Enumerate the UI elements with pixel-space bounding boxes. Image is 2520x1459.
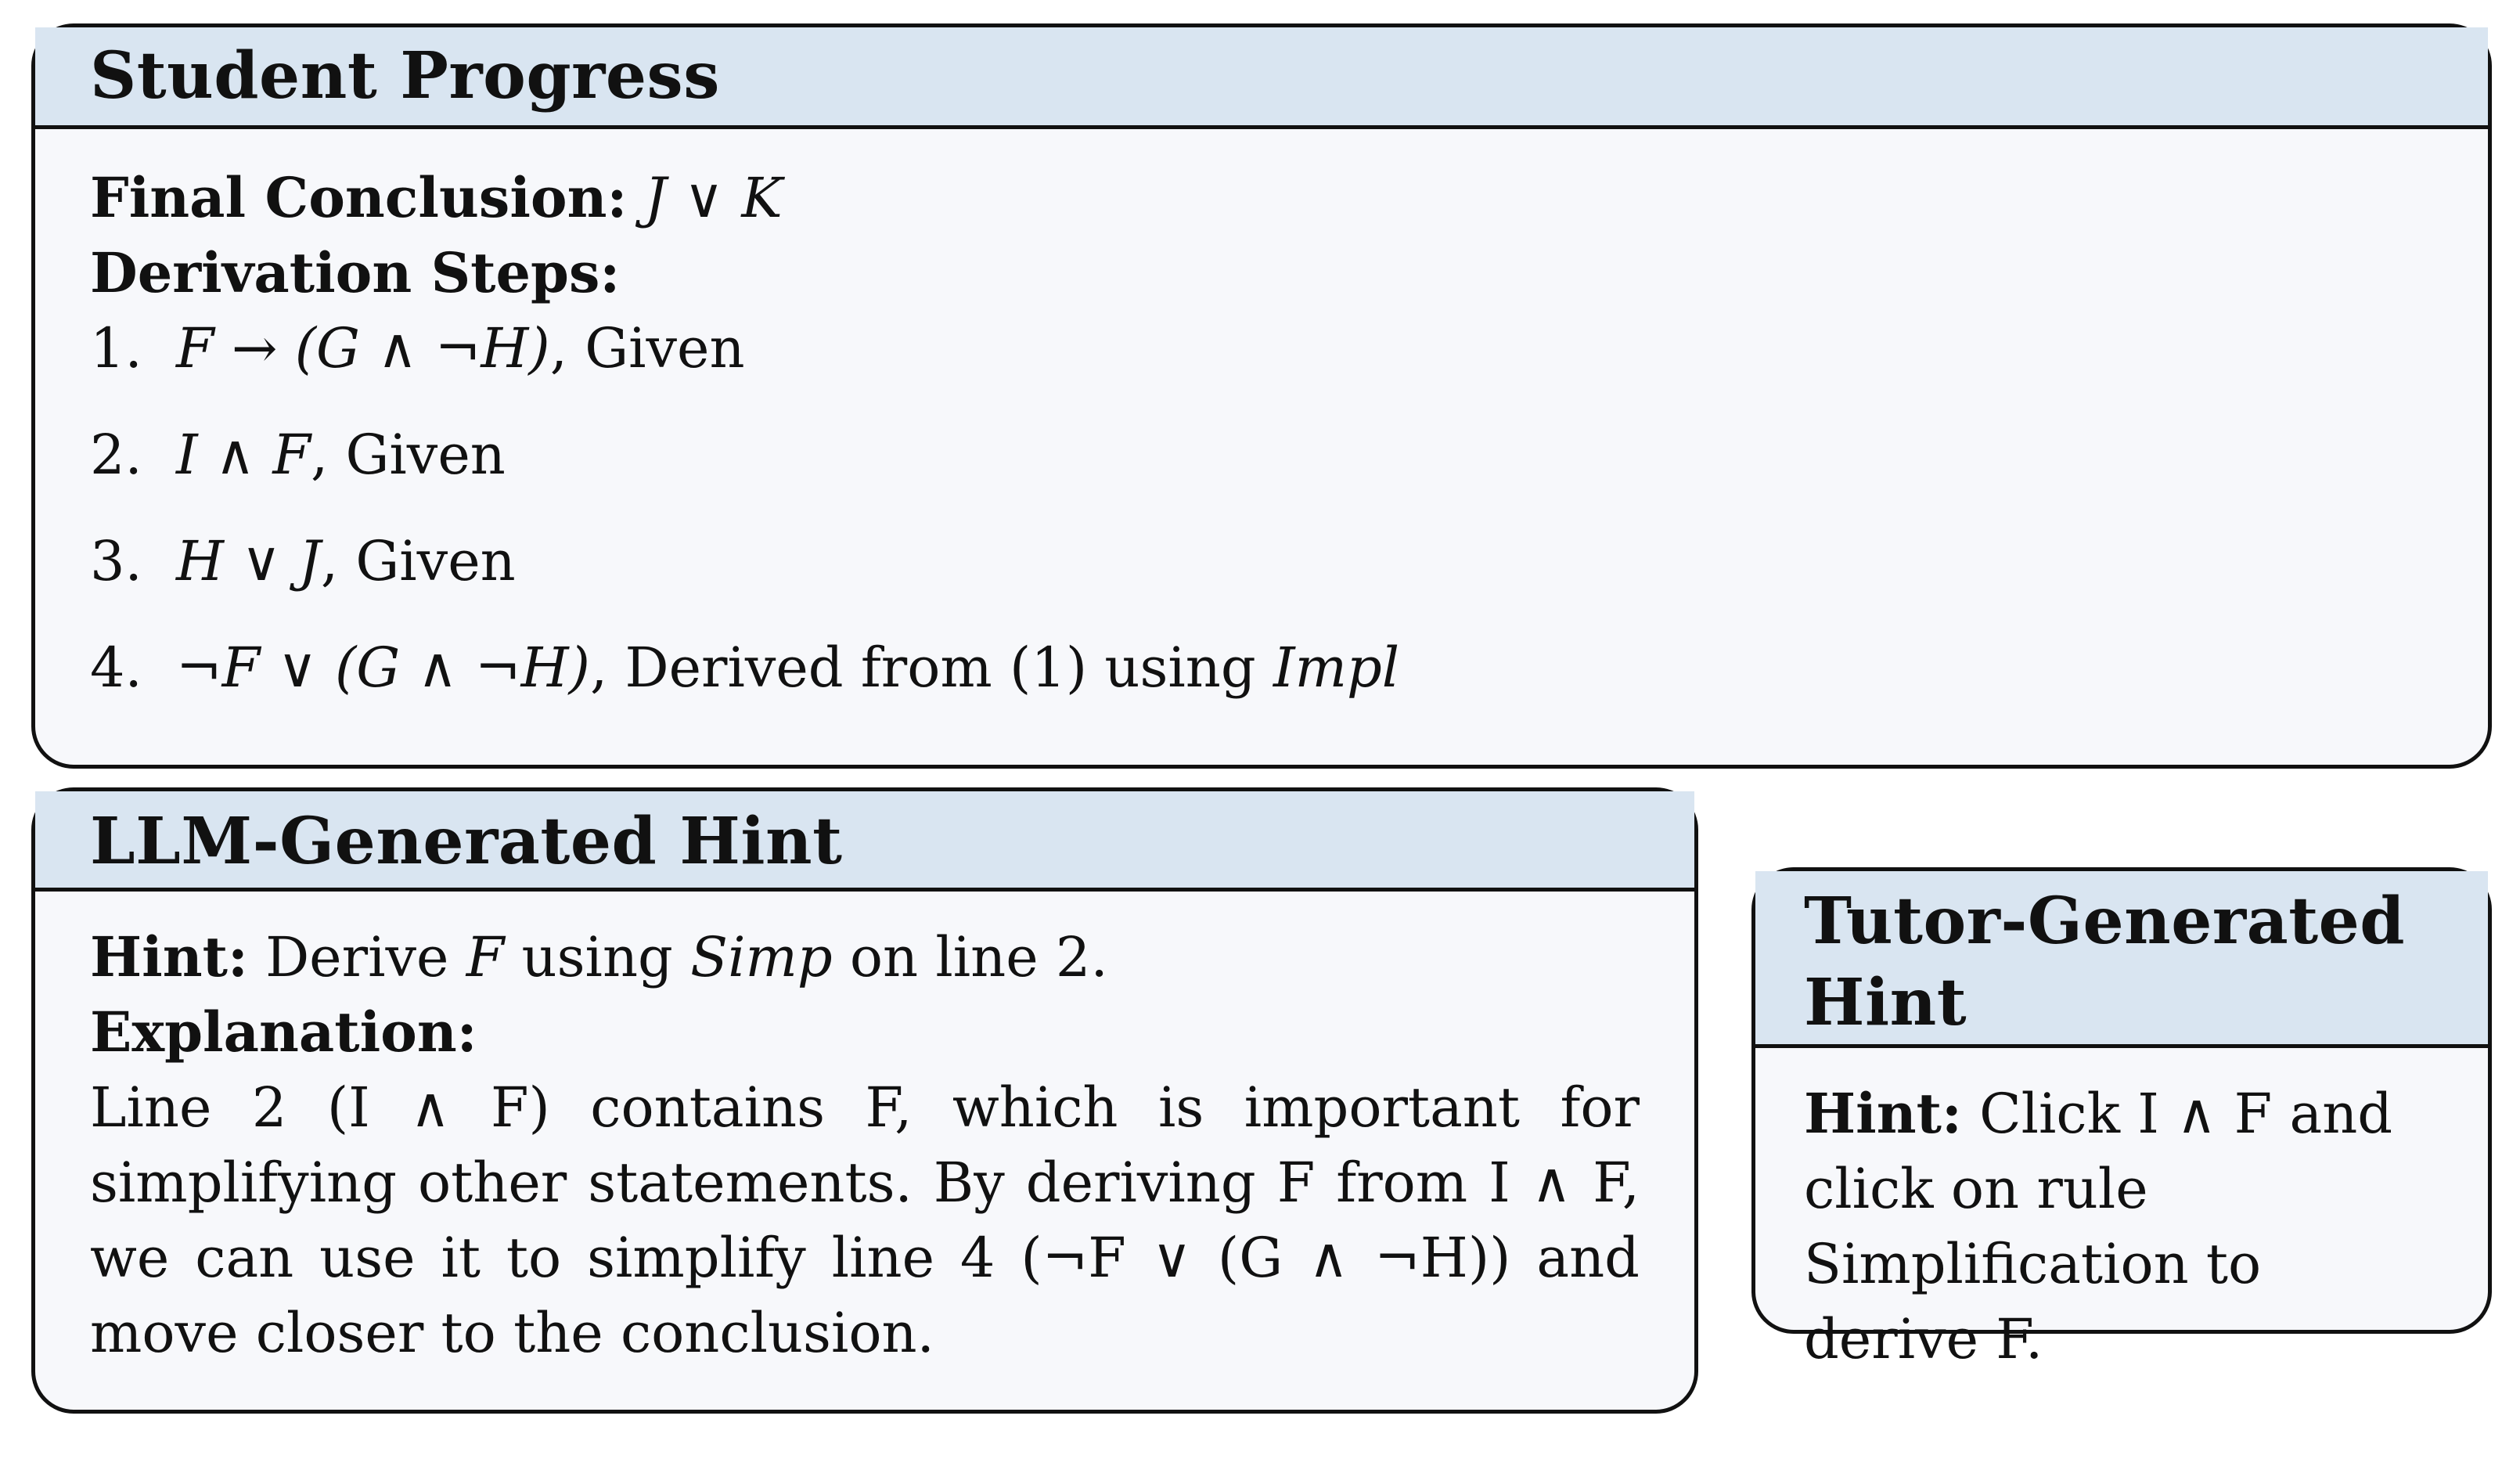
llm-explanation-text: Line 2 (I ∧ F) contains F, which is important for simplifying other statements. By deriving F from I ∧ F, we can use it to simplify line 4 (¬F ∨ (G ∧ ¬H)) and move closer to the conclusion. [90, 1075, 1640, 1365]
llm-hint-var: F [466, 925, 505, 989]
derivation-step [90, 417, 2433, 524]
step-formula: H ∨ J [176, 529, 321, 593]
derivation-step [90, 311, 2433, 417]
student-progress-title: Student Progress [35, 27, 2488, 129]
llm-hint-label: Hint: [90, 924, 248, 989]
step-number: 3. [90, 529, 142, 593]
llm-hint-mid: using [521, 925, 673, 989]
tutor-hint-text: Click I ∧ F and click on rule Simplification to derive F. [1804, 1082, 2393, 1371]
llm-hint-rule: Simp [690, 925, 833, 989]
final-conclusion-label: Final Conclusion: [90, 165, 628, 230]
step-note: , Given [320, 529, 516, 593]
tutor-hint-line [1804, 1076, 2444, 1377]
step-formula: I ∧ F [176, 423, 311, 487]
step-number: 2. [90, 423, 142, 487]
step-number: 4. [90, 636, 142, 700]
step-formula: ¬F ∨ (G ∧ ¬H) [176, 636, 590, 700]
step-note: , Derived from (1) using [589, 636, 1273, 700]
llm-hint-panel [31, 787, 1698, 1414]
llm-hint-post: on line 2. [849, 925, 1108, 989]
step-number: 1. [90, 316, 142, 380]
step-rule: Impl [1273, 636, 1400, 700]
llm-hint-pre: Derive [265, 925, 449, 989]
tutor-hint-panel [1751, 867, 2492, 1371]
llm-hint-body [35, 892, 1694, 1371]
llm-explanation-label: Explanation: [90, 1000, 477, 1065]
final-conclusion [90, 160, 2433, 236]
step-note: , Given [549, 316, 745, 380]
derivation-step [90, 524, 2433, 630]
student-progress-body [35, 129, 2488, 737]
llm-hint-line [90, 920, 1640, 995]
tutor-hint-body [1755, 1048, 2488, 1377]
student-progress-panel [31, 23, 2492, 769]
step-formula: F → (G ∧ ¬H) [176, 316, 550, 380]
derivation-steps-list [90, 311, 2433, 737]
derivation-steps-label: Derivation Steps: [90, 240, 621, 305]
tutor-hint-title: Tutor-Generated Hint [1755, 871, 2488, 1048]
llm-hint-title: LLM-Generated Hint [35, 791, 1694, 892]
derivation-step [90, 630, 2433, 737]
tutor-hint-label: Hint: [1804, 1081, 1962, 1146]
final-conclusion-value: J ∨ K [644, 166, 783, 230]
step-note: , Given [310, 423, 506, 487]
